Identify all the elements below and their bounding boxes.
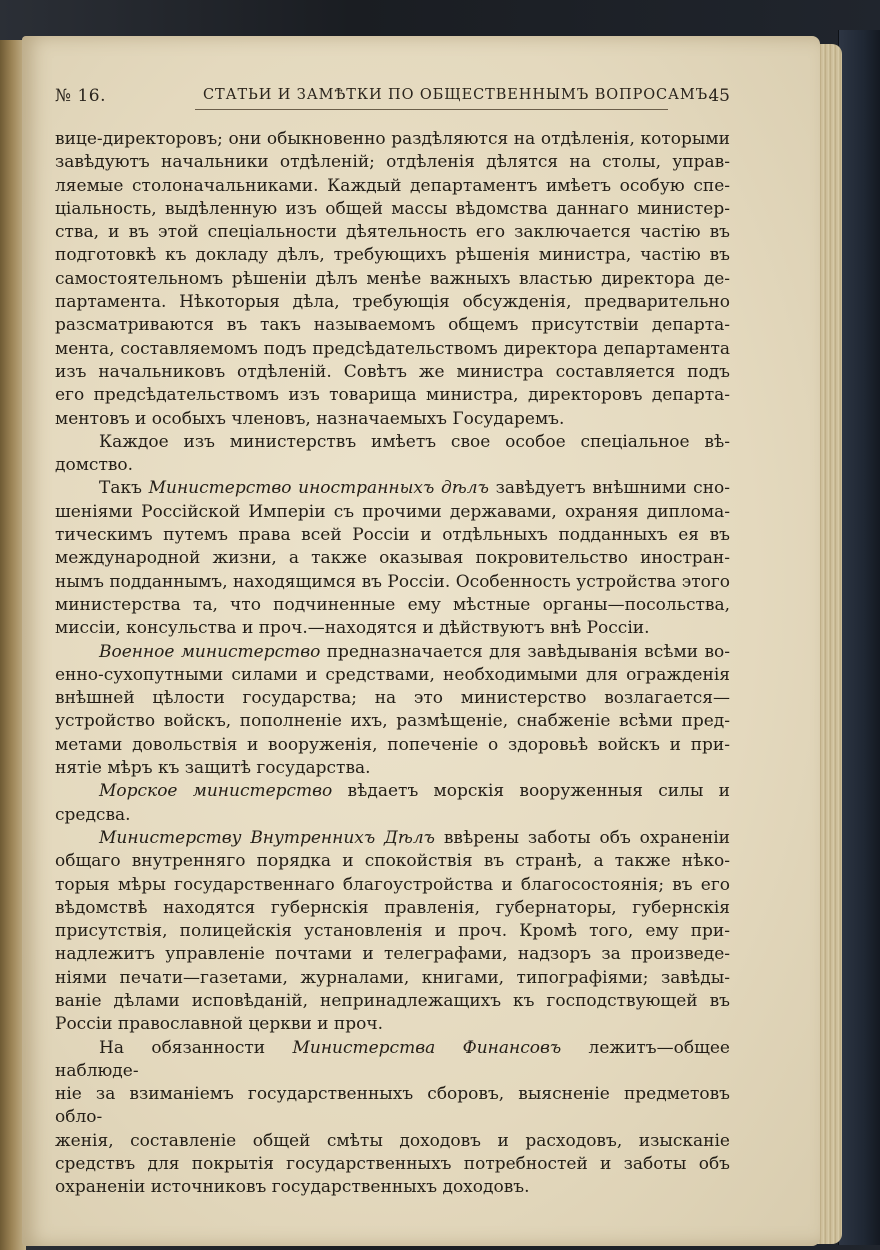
text-line: надлежитъ управленіе почтами и телеграфами, надзоръ за произведе- <box>55 944 730 965</box>
text-line <box>55 827 730 850</box>
ministry-name: Военное министерство <box>99 641 321 662</box>
text-line: устройство войскъ, пополненіе ихъ, размѣщеніе, снабженіе всѣми пред- <box>55 711 730 732</box>
text-run: лежитъ—общее наблюде- <box>55 1037 730 1081</box>
body-text <box>55 128 730 1200</box>
text-line: подготовкѣ къ докладу дѣлъ, требующихъ рѣшенія министра, частію въ <box>55 245 730 266</box>
ministry-name: Морское министерство <box>99 781 333 802</box>
text-line: нымъ подданнымъ, находящимся въ Россіи. Особенность устройства этого <box>55 571 730 592</box>
text-line: самостоятельномъ рѣшеніи дѣлъ менѣе важныхъ властью директора де- <box>55 268 730 289</box>
text-line: ніями печати—газетами, журналами, книгами, типографіями; завѣды- <box>55 967 730 988</box>
text-line: общаго внутренняго порядка и спокойствія въ странѣ, а также нѣко- <box>55 851 730 872</box>
text-run: вѣдаетъ морскія вооруженныя силы и средсва. <box>55 781 730 825</box>
text-line: ментовъ и особыхъ членовъ, назначаемыхъ Государемъ. <box>55 408 565 429</box>
text-line: торыя мѣры государственнаго благоустройства и благосостоянія; въ его <box>55 874 730 895</box>
text-line: домство. <box>55 455 134 476</box>
text-line <box>55 780 730 827</box>
text-line: завѣдуютъ начальники отдѣленій; отдѣленія дѣлятся на столы, управ- <box>55 152 730 173</box>
text-line: Каждое изъ министерствъ имѣетъ свое особое спеціальное вѣ- <box>99 431 730 452</box>
ministry-name: Министерства Финансовъ <box>292 1037 562 1058</box>
text-line: вѣдомствѣ находятся губернскія правленія, губернаторы, губернскія <box>55 897 730 918</box>
header-title: СТАТЬИ И ЗАМѢТКИ ПО ОБЩЕСТВЕННЫМЪ ВОПРОСАМЪ. <box>203 87 714 103</box>
text-line: охраненіи источниковъ государственныхъ доходовъ. <box>55 1177 530 1198</box>
text-line: ства, и въ этой спеціальности дѣятельность его заключается частію въ <box>55 222 730 243</box>
header-rule <box>195 109 668 110</box>
page-number: 45 <box>708 86 730 106</box>
text-line: средствъ для покрытія государственныхъ потребностей и заботы объ <box>55 1154 730 1175</box>
text-line: метами довольствія и вооруженія, попеченіе о здоровьѣ войскъ и при- <box>55 734 730 755</box>
text-line: нятіе мѣръ къ защитѣ государства. <box>55 758 371 779</box>
text-line: ваніе дѣлами исповѣданій, непринадлежащихъ къ господствующей въ <box>55 990 730 1011</box>
text-line: женія, составленіе общей смѣты доходовъ и расходовъ, изысканіе <box>55 1130 730 1151</box>
text-line: внѣшней цѣлости государства; на это министерство возлагается— <box>55 688 730 709</box>
text-run: На обязанности <box>99 1037 293 1058</box>
text-line: международной жизни, а также оказывая покровительство иностран- <box>55 548 730 569</box>
ministry-name: Министерство иностранныхъ дѣлъ <box>148 478 489 499</box>
text-line: ціальность, выдѣленную изъ общей массы вѣдомства даннаго министер- <box>55 198 730 219</box>
text-line: его предсѣдательствомъ изъ товарища министра, директоровъ департа- <box>55 385 730 406</box>
text-run: ввѣрены заботы объ охраненіи <box>435 827 730 848</box>
text-line: шеніями Россійской Имперіи съ прочими державами, охраняя диплома- <box>55 501 730 522</box>
text-line: разсматриваются въ такъ называемомъ общемъ присутствіи департа- <box>55 315 730 336</box>
text-run: предназначается для завѣдыванія всѣми во- <box>320 641 730 662</box>
ministry-name: Министерству Внутреннихъ Дѣлъ <box>99 827 436 848</box>
text-line: партамента. Нѣкоторыя дѣла, требующія обсужденія, предварительно <box>55 292 730 313</box>
text-run: Такъ <box>99 478 149 499</box>
text-line: енно-сухопутными силами и средствами, необходимыми для огражденія <box>55 664 730 685</box>
text-line: миссіи, консульства и проч.—находятся и дѣйствуютъ внѣ Россіи. <box>55 618 650 639</box>
text-line <box>55 1037 730 1084</box>
text-line: ніе за взиманіемъ государственныхъ сборовъ, выясненіе предметовъ обло- <box>55 1084 730 1128</box>
text-line: мента, составляемомъ подъ предсѣдательствомъ директора департамента <box>55 338 730 359</box>
text-run: завѣдуетъ внѣшними сно- <box>488 478 730 499</box>
text-line: вице-директоровъ; они обыкновенно раздѣляются на отдѣленія, которыми <box>55 129 730 149</box>
issue-number: № 16. <box>55 86 107 106</box>
text-line <box>55 641 730 664</box>
cover-edge <box>838 30 880 1245</box>
text-line: присутствія, полицейскія установленія и проч. Кромѣ того, ему при- <box>55 921 730 942</box>
running-header <box>55 86 730 112</box>
text-line: ляемые столоначальниками. Каждый департаментъ имѣетъ особую спе- <box>55 175 730 196</box>
text-line: Россіи православной церкви и проч. <box>55 1014 383 1035</box>
text-line: изъ начальниковъ отдѣленій. Совѣтъ же министра составляется подъ <box>55 361 730 382</box>
text-line: тическимъ путемъ права всей Россіи и отдѣльныхъ подданныхъ ея въ <box>55 525 730 546</box>
text-line: министерства та, что подчиненные ему мѣстные органы—посольства, <box>55 594 730 615</box>
text-line <box>55 477 730 500</box>
